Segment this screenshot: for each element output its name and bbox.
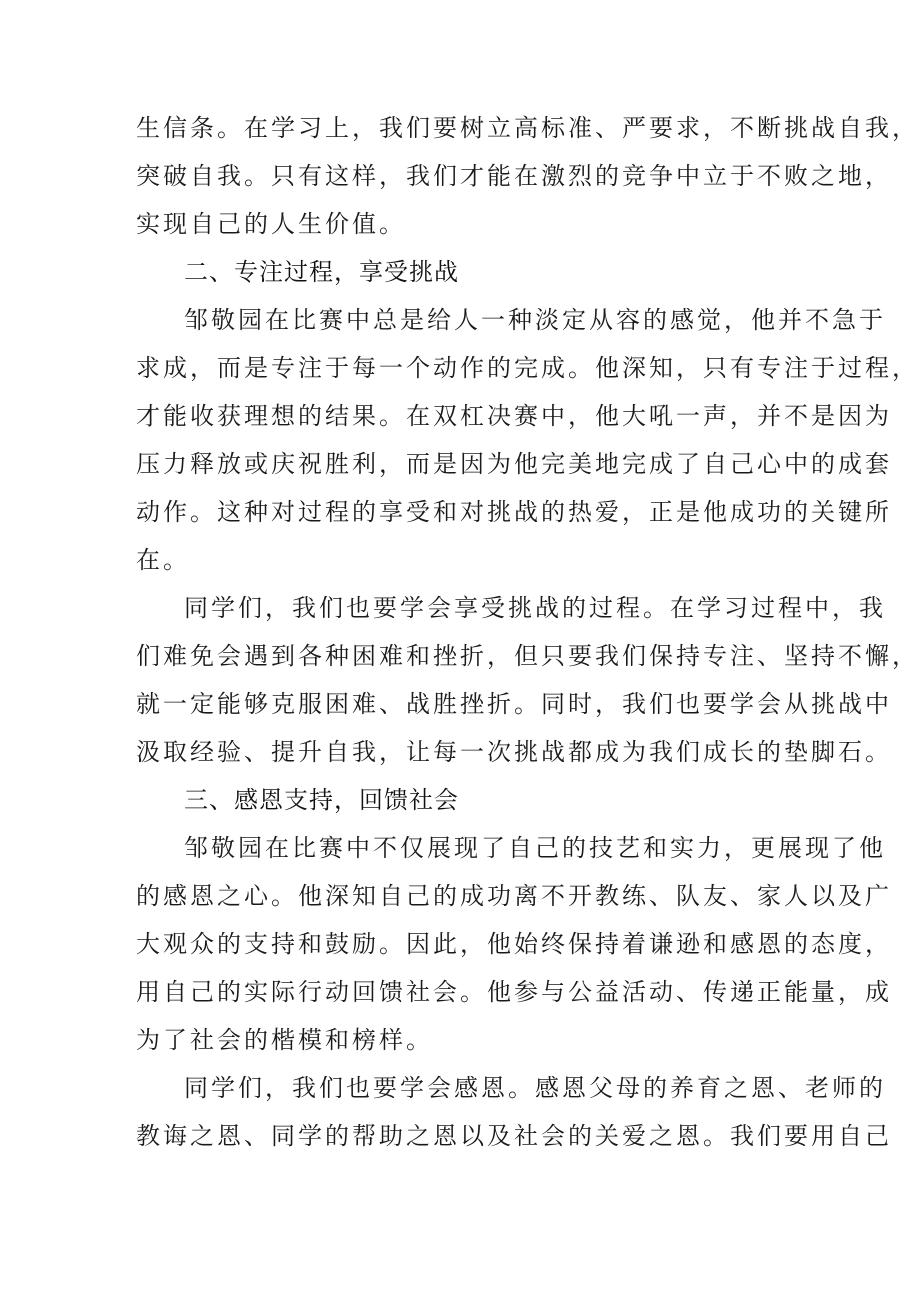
text-line: 生信条。在学习上，我们要树立高标准、严要求，不断挑战自我， (136, 114, 919, 142)
text-line: 为了社会的楷模和榜样。 (136, 1026, 433, 1054)
text-line: 动作。这种对过程的享受和对挑战的热爱，正是他成功的关键所 (136, 498, 892, 526)
text-line: 实现自己的人生价值。 (136, 210, 406, 238)
text-line: 才能收获理想的结果。在双杠决赛中，他大吼一声，并不是因为 (136, 402, 892, 430)
text-line: 们难免会遇到各种困难和挫折，但只要我们保持专注、坚持不懈， (136, 642, 919, 670)
text-line: 在。 (136, 546, 190, 574)
text-line: 用自己的实际行动回馈社会。他参与公益活动、传递正能量，成 (136, 978, 892, 1006)
text-line: 的感恩之心。他深知自己的成功离不开教练、队友、家人以及广 (136, 882, 892, 910)
text-line: 就一定能够克服困难、战胜挫折。同时，我们也要学会从挑战中 (136, 690, 892, 718)
text-line: 突破自我。只有这样，我们才能在激烈的竞争中立于不败之地， (136, 162, 892, 190)
text-line: 压力释放或庆祝胜利，而是因为他完美地完成了自己心中的成套 (136, 450, 892, 478)
text-line: 同学们，我们也要学会享受挑战的过程。在学习过程中，我 (184, 594, 886, 622)
text-line: 同学们，我们也要学会感恩。感恩父母的养育之恩、老师的 (184, 1074, 886, 1102)
paragraph-continued (136, 104, 919, 248)
paragraph (136, 296, 919, 584)
text-line: 汲取经验、提升自我，让每一次挑战都成为我们成长的垫脚石。 (136, 738, 892, 766)
text-line: 邹敬园在比赛中总是给人一种淡定从容的感觉，他并不急于 (184, 306, 886, 334)
text-line: 求成，而是专注于每一个动作的完成。他深知，只有专注于过程， (136, 354, 919, 382)
paragraph (136, 584, 919, 776)
text-line: 教诲之恩、同学的帮助之恩以及社会的关爱之恩。我们要用自己 (136, 1122, 892, 1150)
section-heading-3: 三、感恩支持，回馈社会 (184, 786, 459, 814)
text-line: 大观众的支持和鼓励。因此，他始终保持着谦逊和感恩的态度， (136, 930, 892, 958)
paragraph (136, 824, 892, 1064)
paragraph (136, 1064, 892, 1160)
document-body (136, 104, 919, 1160)
text-line: 邹敬园在比赛中不仅展现了自己的技艺和实力，更展现了他 (184, 834, 886, 862)
section-heading-2: 二、专注过程，享受挑战 (184, 258, 459, 286)
